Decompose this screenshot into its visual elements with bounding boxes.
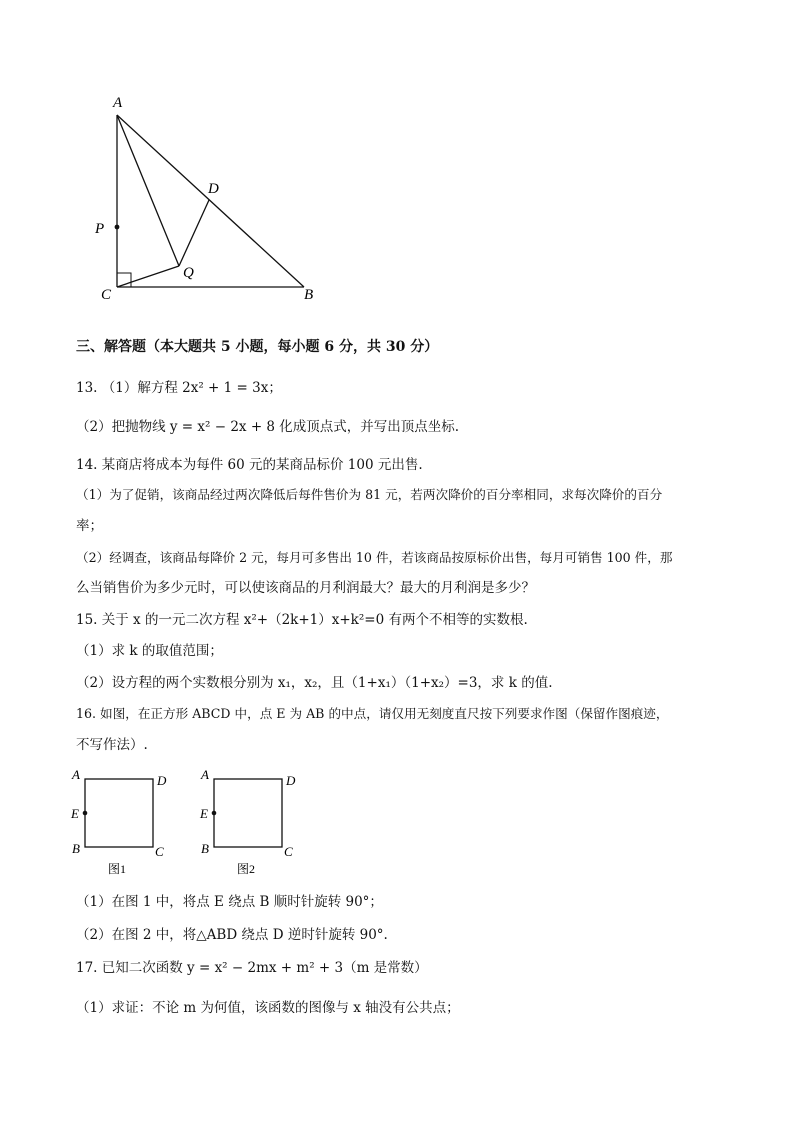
q16-stem-line2: 不写作法）. (76, 737, 148, 753)
point-P (115, 225, 120, 230)
label-P: P (95, 221, 105, 237)
q16-part1: （1）在图 1 中，将点 E 绕点 B 顺时针旋转 90°； (76, 894, 383, 910)
label-D: D (208, 181, 219, 197)
fig2-label-D: D (286, 773, 296, 788)
fig2-caption: 图2 (237, 862, 256, 876)
q13-part1: 13. （1）解方程 2x² + 1 = 3x； (76, 380, 282, 396)
q13-part2: （2）把抛物线 y = x² − 2x + 8 化成顶点式，并写出顶点坐标. (76, 419, 460, 435)
section-title: 三、解答题（本大题共 5 小题，每小题 6 分，共 30 分） (76, 339, 439, 355)
point-E-1 (83, 811, 88, 816)
fig2-label-C: C (284, 844, 293, 859)
q14-part2-line2: 么当销售价为多少元时，可以使该商品的月利润最大？最大的月利润是多少？ (76, 580, 535, 596)
q15-part2: （2）设方程的两个实数根分别为 x₁，x₂，且（1+x₁）（1+x₂）=3，求 k 的值. (76, 675, 553, 691)
fig2-label-A: A (201, 767, 209, 782)
square-figure-1 (66, 765, 176, 880)
segment-QD (179, 200, 209, 266)
fig1-label-B: B (72, 841, 80, 856)
square-abcd-1 (85, 779, 153, 847)
fig1-label-E: E (71, 806, 79, 821)
fig2-label-E: E (200, 806, 208, 821)
q14-part2-line1: （2）经调查，该商品每降价 2 元，每月可多售出 10 件，若该商品按原标价出售，每月可销售 100 件，那 (76, 550, 673, 565)
label-Q: Q (183, 265, 194, 281)
triangle-figure (90, 90, 330, 305)
segment-CQ (117, 266, 179, 287)
label-B: B (304, 287, 314, 303)
label-C: C (101, 287, 112, 303)
fig1-label-A: A (72, 767, 80, 782)
segment-AQ (117, 115, 179, 266)
q14-part1-line1: （1）为了促销，该商品经过两次降低后每件售价为 81 元，若两次降价的百分率相同，求每次降价的百分 (76, 487, 663, 502)
fig1-label-C: C (155, 844, 164, 859)
q14-stem: 14. 某商店将成本为每件 60 元的某商品标价 100 元出售. (76, 457, 423, 473)
fig2-label-B: B (201, 841, 209, 856)
segment-AB (117, 115, 304, 287)
q15-stem: 15. 关于 x 的一元二次方程 x²+（2k+1）x+k²=0 有两个不相等的实数根. (76, 612, 528, 628)
point-E-2 (212, 811, 217, 816)
q16-stem-line1: 16. 如图，在正方形 ABCD 中，点 E 为 AB 的中点，请仅用无刻度直尺按下列要求作图（保留作图痕迹， (76, 706, 669, 721)
q14-part1-line2: 率； (76, 518, 103, 534)
q15-part1: （1）求 k 的取值范围； (76, 643, 223, 659)
label-A: A (113, 95, 123, 111)
q16-part2: （2）在图 2 中，将△ABD 绕点 D 逆时针旋转 90°. (76, 927, 388, 943)
fig1-caption: 图1 (108, 862, 127, 876)
square-figure-2 (195, 765, 305, 880)
square-abcd-2 (214, 779, 282, 847)
q17-part1: （1）求证：不论 m 为何值，该函数的图像与 x 轴没有公共点； (76, 1000, 460, 1016)
fig1-label-D: D (157, 773, 167, 788)
q17-stem: 17. 已知二次函数 y = x² − 2mx + m² + 3（m 是常数） (76, 960, 428, 976)
